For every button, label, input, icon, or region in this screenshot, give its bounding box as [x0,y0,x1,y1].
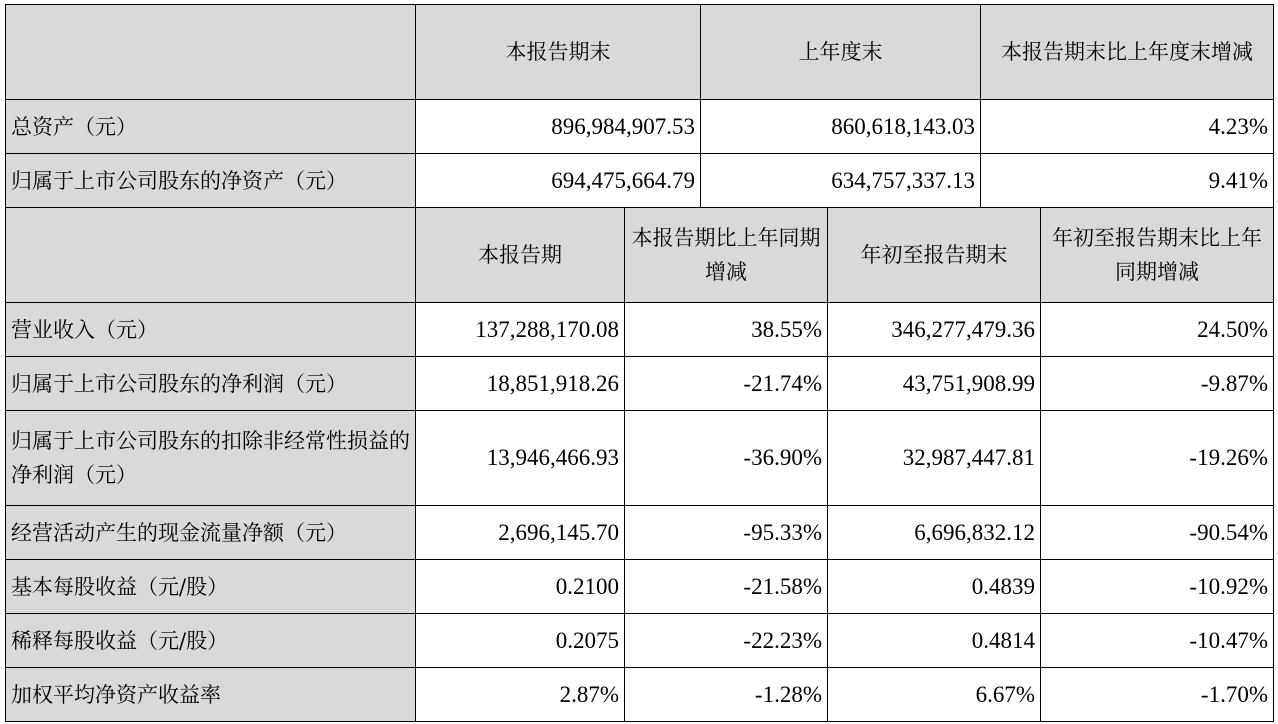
header-blank-cell [6,208,416,303]
cell-ytd-change: -1.70% [1041,668,1274,722]
cell-current-end: 896,984,907.53 [416,100,701,154]
cell-ytd-change: -10.92% [1041,560,1274,614]
table-row [6,411,1274,506]
cell-ytd: 346,277,479.36 [828,303,1041,357]
cell-last-year-end: 634,757,337.13 [701,154,981,208]
cell-ytd: 6.67% [828,668,1041,722]
cell-period: 2,696,145.70 [416,506,625,560]
row-label: 营业收入（元） [6,303,416,357]
header-blank-cell [6,5,416,100]
header-period-change: 本报告期比上年同期增减 [625,208,828,303]
header-row-balance [6,5,1274,100]
cell-period: 137,288,170.08 [416,303,625,357]
cell-period: 0.2100 [416,560,625,614]
cell-ytd: 6,696,832.12 [828,506,1041,560]
cell-period-change: -95.33% [625,506,828,560]
header-current-end: 本报告期末 [416,5,701,100]
table-row [6,506,1274,560]
row-label: 总资产（元） [6,100,416,154]
cell-period-change: -36.90% [625,411,828,506]
cell-period-change: -21.58% [625,560,828,614]
cell-period: 0.2075 [416,614,625,668]
cell-last-year-end: 860,618,143.03 [701,100,981,154]
cell-ytd: 0.4839 [828,560,1041,614]
cell-ytd-change: -10.47% [1041,614,1274,668]
row-label: 加权平均净资产收益率 [6,668,416,722]
financial-summary-table [5,4,1274,722]
cell-ytd-change: 24.50% [1041,303,1274,357]
row-label: 基本每股收益（元/股） [6,560,416,614]
table-row [6,303,1274,357]
cell-period: 2.87% [416,668,625,722]
cell-period: 13,946,466.93 [416,411,625,506]
cell-change: 4.23% [981,100,1274,154]
table-row [6,357,1274,411]
cell-ytd-change: -19.26% [1041,411,1274,506]
cell-change: 9.41% [981,154,1274,208]
header-row-income [6,208,1274,303]
row-label: 归属于上市公司股东的扣除非经常性损益的净利润（元） [6,411,416,506]
cell-current-end: 694,475,664.79 [416,154,701,208]
header-ytd: 年初至报告期末 [828,208,1041,303]
table-row [6,668,1274,722]
header-change: 本报告期末比上年度末增减 [981,5,1274,100]
cell-period: 18,851,918.26 [416,357,625,411]
cell-period-change: -1.28% [625,668,828,722]
cell-ytd: 32,987,447.81 [828,411,1041,506]
cell-ytd-change: -90.54% [1041,506,1274,560]
row-label: 归属于上市公司股东的净利润（元） [6,357,416,411]
header-period: 本报告期 [416,208,625,303]
cell-ytd: 43,751,908.99 [828,357,1041,411]
table-row [6,154,1274,208]
cell-ytd: 0.4814 [828,614,1041,668]
table-row [6,614,1274,668]
cell-ytd-change: -9.87% [1041,357,1274,411]
row-label: 归属于上市公司股东的净资产（元） [6,154,416,208]
row-label: 经营活动产生的现金流量净额（元） [6,506,416,560]
table-row [6,560,1274,614]
row-label: 稀释每股收益（元/股） [6,614,416,668]
cell-period-change: 38.55% [625,303,828,357]
cell-period-change: -21.74% [625,357,828,411]
header-ytd-change: 年初至报告期末比上年同期增减 [1041,208,1274,303]
cell-period-change: -22.23% [625,614,828,668]
header-last-year-end: 上年度末 [701,5,981,100]
table-row [6,100,1274,154]
